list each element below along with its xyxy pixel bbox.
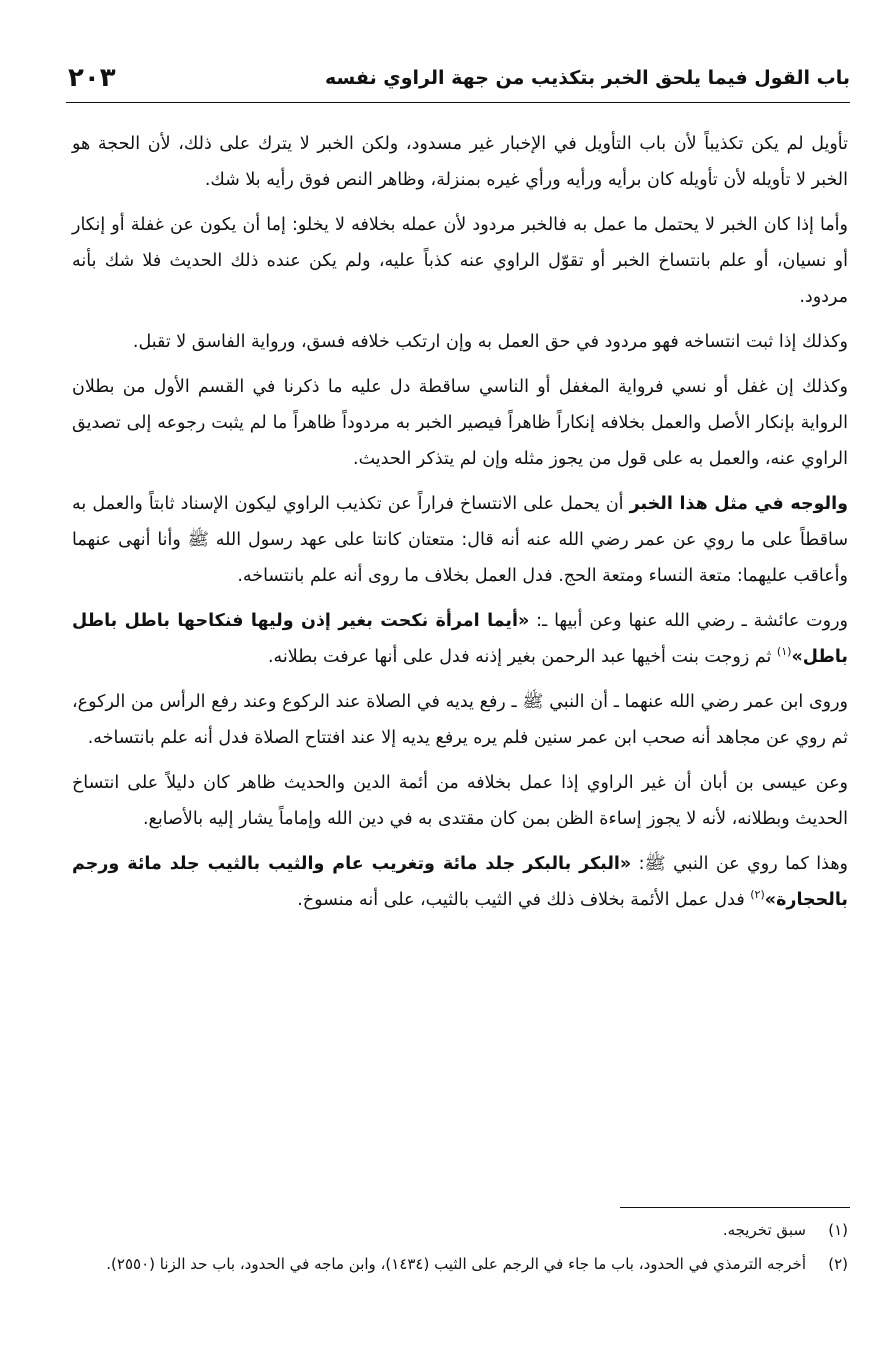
- paragraph-2: [72, 207, 848, 315]
- paragraph-1: [72, 126, 848, 198]
- bold-lead-phrase: والوجه في مثل هذا الخبر: [629, 494, 848, 514]
- footnote-number: (٢): [828, 1255, 848, 1273]
- paragraph-text: أن يحمل على الانتساخ فراراً عن تكذيب الراوي ليكون الإسناد ثابتاً والعمل به ساقطاً على ما روي عن عمر رضي الله عنه أنه قال: متعتان كانتا على عهد رسول الله ﷺ وأنا أنهى عنهما وأعاقب عليهما: متعة النساء ومتعة الحج. فدل العمل بخلاف ما روى أنه علم بانتساخه.: [72, 494, 848, 586]
- paragraph-3: [72, 324, 848, 360]
- paragraph-text: وكذلك إن غفل أو نسي فرواية المغفل أو الناسي ساقطة دل عليه ما ذكرنا في القسم الأول من بطلان الرواية بإنكار الأصل والعمل بخلافه إنكاراً ظاهراً فيصير الخبر به مردوداً ظاهراً ما لم يثبت رجوعه إلى تصديق الراوي عنه، والعمل به على قول من يجوز مثله وإن لم يتذكر الحديث.: [72, 377, 848, 469]
- hadith-quote: «البكر بالبكر جلد مائة وتغريب عام والثيب بالثيب جلد مائة ورجم بالحجارة»: [72, 854, 848, 910]
- footnote-2: [72, 1250, 848, 1278]
- paragraph-text-after: ثم زوجت بنت أخيها عبد الرحمن بغير إذنه فدل على أنها عرفت بطلانه.: [267, 647, 777, 667]
- footnotes: [72, 1216, 848, 1284]
- paragraph-text: وعن عيسى بن أبان أن غير الراوي إذا عمل بخلافه من أئمة الدين والحديث ظاهر كان دليلاً على انتساخ الحديث وبطلانه، لأنه لا يجوز إساءة الظن بمن كان مقتدى به في دين الله وإماماً يشار إليه بالأصابع.: [72, 773, 848, 829]
- paragraph-text: وكذلك إذا ثبت انتساخه فهو مردود في حق العمل به وإن ارتكب خلافه فسق، ورواية الفاسق لا تقبل.: [132, 332, 848, 352]
- paragraph-9: [72, 846, 848, 918]
- footnote-ref-2[interactable]: (٢): [750, 888, 765, 902]
- running-title: باب القول فيما يلحق الخبر بتكذيب من جهة الراوي نفسه: [325, 67, 850, 89]
- paragraph-text: وروت عائشة ـ رضي الله عنها وعن أبيها ـ:: [529, 611, 848, 631]
- footnote-divider: [620, 1207, 850, 1208]
- header-divider: [66, 102, 850, 103]
- hadith-quote: «أيما امرأة نكحت بغير إذن وليها فنكاحها باطل باطل باطل»: [72, 611, 848, 667]
- footnote-text: أخرجه الترمذي في الحدود، باب ما جاء في الرجم على الثيب (١٤٣٤)، وابن ماجه في الحدود، باب حد الزنا (٢٥٥٠).: [106, 1255, 806, 1273]
- paragraph-5: [72, 486, 848, 594]
- footnote-number: (١): [828, 1221, 848, 1239]
- paragraph-text: وأما إذا كان الخبر لا يحتمل ما عمل به فالخبر مردود لأن عمله بخلافه لا يخلو: إما أن يكون عن غفلة أو إنكار أو نسيان، أو علم بانتساخ الخبر أو تقوّل الراوي عنه كذباً عليه، ولم يكن عنده ذلك الحديث فلا شك بأنه مردود.: [72, 215, 848, 307]
- paragraph-text: وهذا كما روي عن النبي ﷺ:: [631, 854, 849, 874]
- paragraph-6: [72, 603, 848, 675]
- main-text: [72, 126, 848, 927]
- page-number: ٢٠٣: [68, 63, 116, 93]
- page-header: [68, 60, 850, 96]
- footnote-text: سبق تخريجه.: [722, 1221, 806, 1239]
- paragraph-text-after: فدل عمل الأئمة بخلاف ذلك في الثيب بالثيب، على أنه منسوخ.: [297, 890, 751, 910]
- footnote-1: [72, 1216, 848, 1244]
- paragraph-text: وروى ابن عمر رضي الله عنهما ـ أن النبي ﷺ ـ رفع يديه في الصلاة عند الركوع وعند رفع الرأس من الركوع، ثم روي عن مجاهد أنه صحب ابن عمر سنين فلم يره يرفع يديه إلا عند افتتاح الصلاة فدل أنه علم بانتساخه.: [72, 692, 848, 748]
- footnote-ref-1[interactable]: (١): [776, 645, 792, 659]
- paragraph-4: [72, 369, 848, 477]
- paragraph-8: [72, 765, 848, 837]
- paragraph-text: تأويل لم يكن تكذيباً لأن باب التأويل في الإخبار غير مسدود، ولكن الخبر لا يترك على ذلك، لأن الحجة هو الخبر لا تأويله لأن تأويله كان برأيه ورأيه ورأي غيره بمنزلة، وظاهر النص فوق رأيه بلا شك.: [72, 134, 848, 190]
- paragraph-7: [72, 684, 848, 756]
